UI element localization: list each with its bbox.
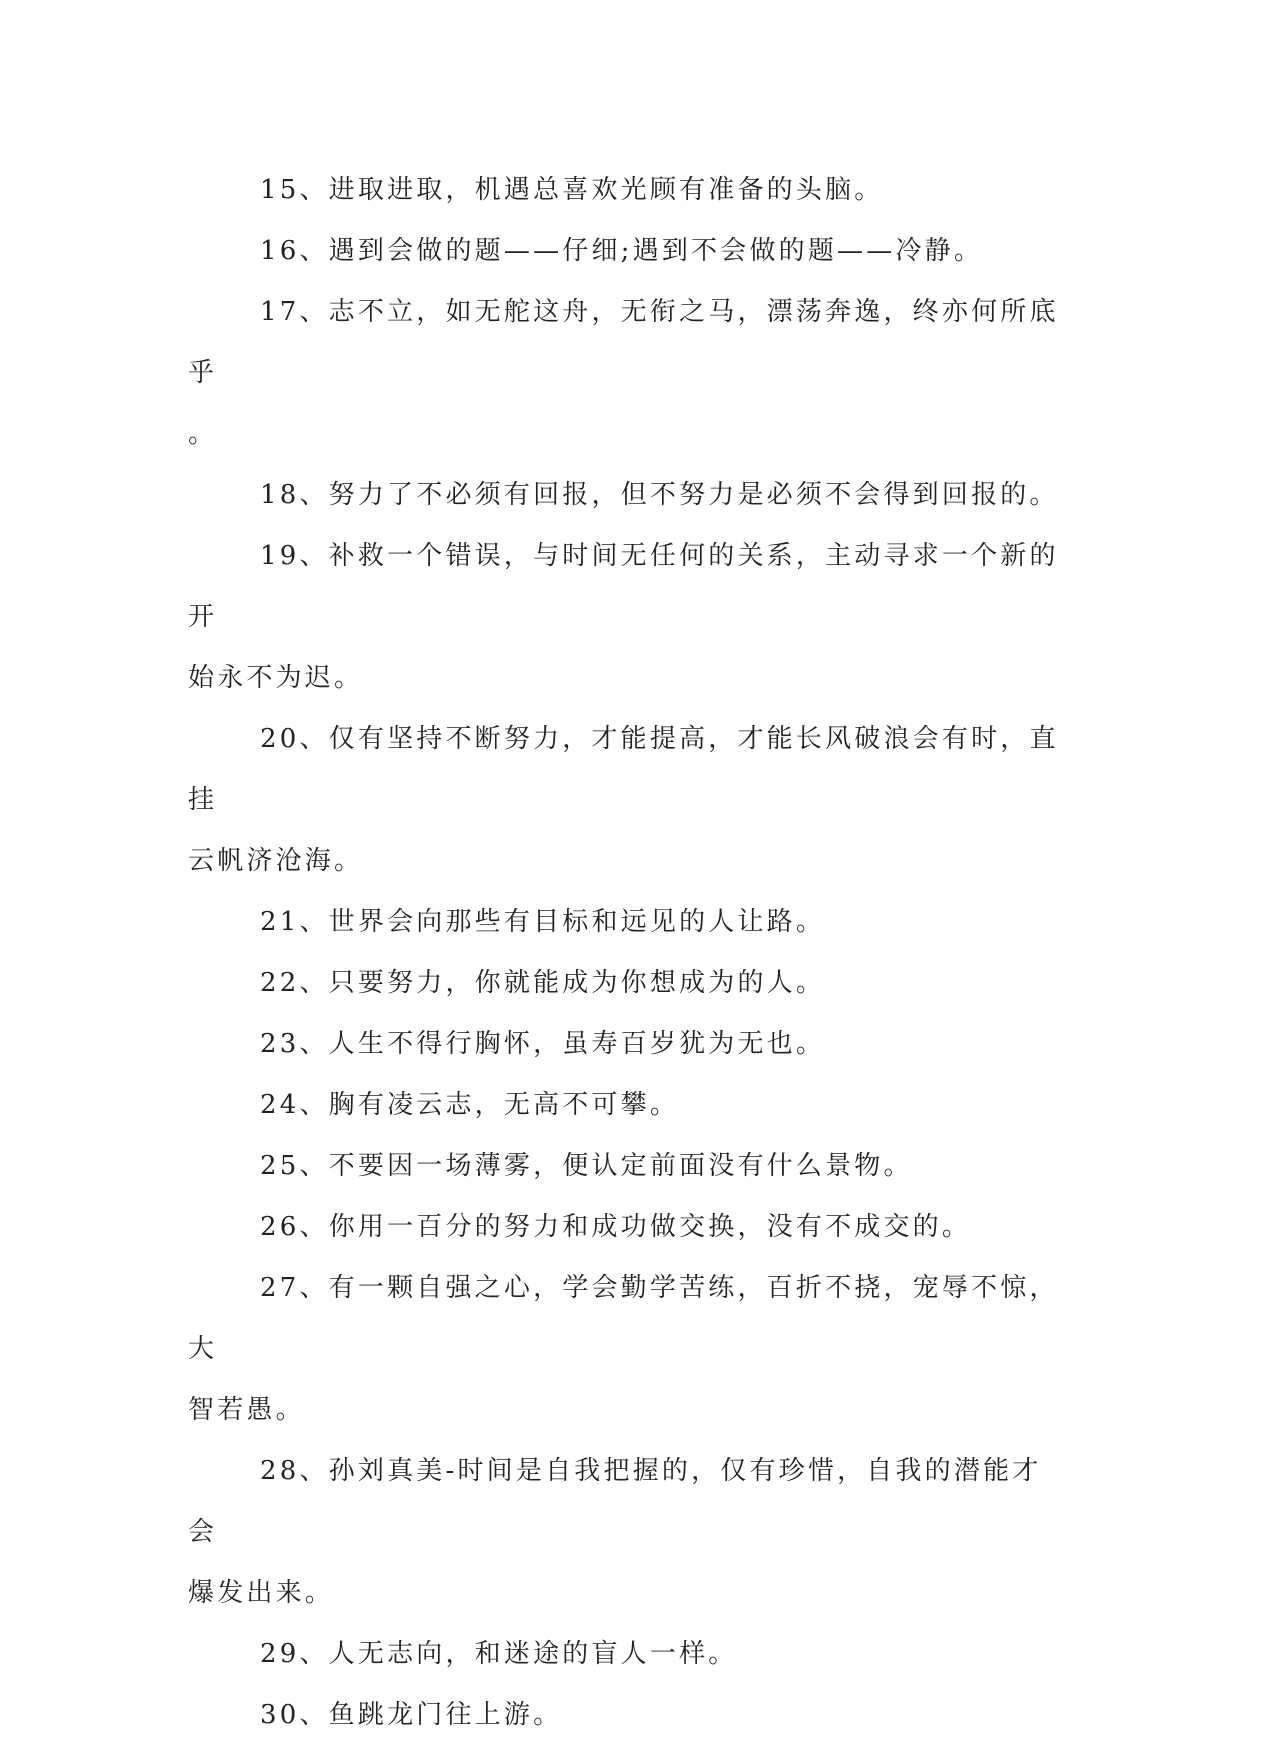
paragraph-28-line-1: 28、孙刘真美-时间是自我把握的，仅有珍惜，自我的潜能才会 [188, 1456, 1042, 1547]
paragraph-20 [188, 709, 1068, 892]
paragraph-26 [188, 1197, 1068, 1258]
paragraph-18-line-1: 18、努力了不必须有回报，但不努力是必须不会得到回报的。 [260, 480, 1059, 510]
document-body [188, 160, 1068, 1746]
paragraph-28-line-2: 爆发出来。 [188, 1578, 335, 1608]
paragraph-19 [188, 526, 1068, 709]
paragraph-25-line-1: 25、不要因一场薄雾，便认定前面没有什么景物。 [260, 1151, 913, 1181]
paragraph-24 [188, 1075, 1068, 1136]
paragraph-15-line-1: 15、进取进取，机遇总喜欢光顾有准备的头脑。 [260, 175, 884, 205]
paragraph-18 [188, 465, 1068, 526]
paragraph-25 [188, 1136, 1068, 1197]
paragraph-29 [188, 1624, 1068, 1685]
paragraph-16-line-1: 16、遇到会做的题——仔细;遇到不会做的题——冷静。 [260, 236, 984, 266]
paragraph-23 [188, 1014, 1068, 1075]
paragraph-24-line-1: 24、胸有凌云志，无高不可攀。 [260, 1090, 680, 1120]
paragraph-21-line-1: 21、世界会向那些有目标和远见的人让路。 [260, 907, 826, 937]
paragraph-17-line-1: 17、志不立，如无舵这舟，无衔之马，漂荡奔逸，终亦何所底乎 [188, 297, 1059, 388]
paragraph-23-line-1: 23、人生不得行胸怀，虽寿百岁犹为无也。 [260, 1029, 826, 1059]
paragraph-17-line-2: 。 [188, 419, 218, 449]
paragraph-27-line-2: 智若愚。 [188, 1395, 305, 1425]
paragraph-17 [188, 282, 1068, 465]
paragraph-27 [188, 1258, 1068, 1441]
paragraph-28 [188, 1441, 1068, 1624]
paragraph-22-line-1: 22、只要努力，你就能成为你想成为的人。 [260, 968, 826, 998]
paragraph-26-line-1: 26、你用一百分的努力和成功做交换，没有不成交的。 [260, 1212, 972, 1242]
paragraph-21 [188, 892, 1068, 953]
paragraph-15 [188, 160, 1068, 221]
paragraph-22 [188, 953, 1068, 1014]
paragraph-16 [188, 221, 1068, 282]
paragraph-20-line-1: 20、仅有坚持不断努力，才能提高，才能长风破浪会有时，直挂 [188, 724, 1059, 815]
paragraph-19-line-1: 19、补救一个错误，与时间无任何的关系，主动寻求一个新的开 [188, 541, 1059, 632]
paragraph-30-line-1: 30、鱼跳龙门往上游。 [260, 1700, 563, 1730]
paragraph-29-line-1: 29、人无志向，和迷途的盲人一样。 [260, 1639, 738, 1669]
paragraph-19-line-2: 始永不为迟。 [188, 663, 364, 693]
paragraph-20-line-2: 云帆济沧海。 [188, 846, 364, 876]
paragraph-27-line-1: 27、有一颗自强之心，学会勤学苦练，百折不挠，宠辱不惊，大 [188, 1273, 1059, 1364]
paragraph-30 [188, 1685, 1068, 1746]
